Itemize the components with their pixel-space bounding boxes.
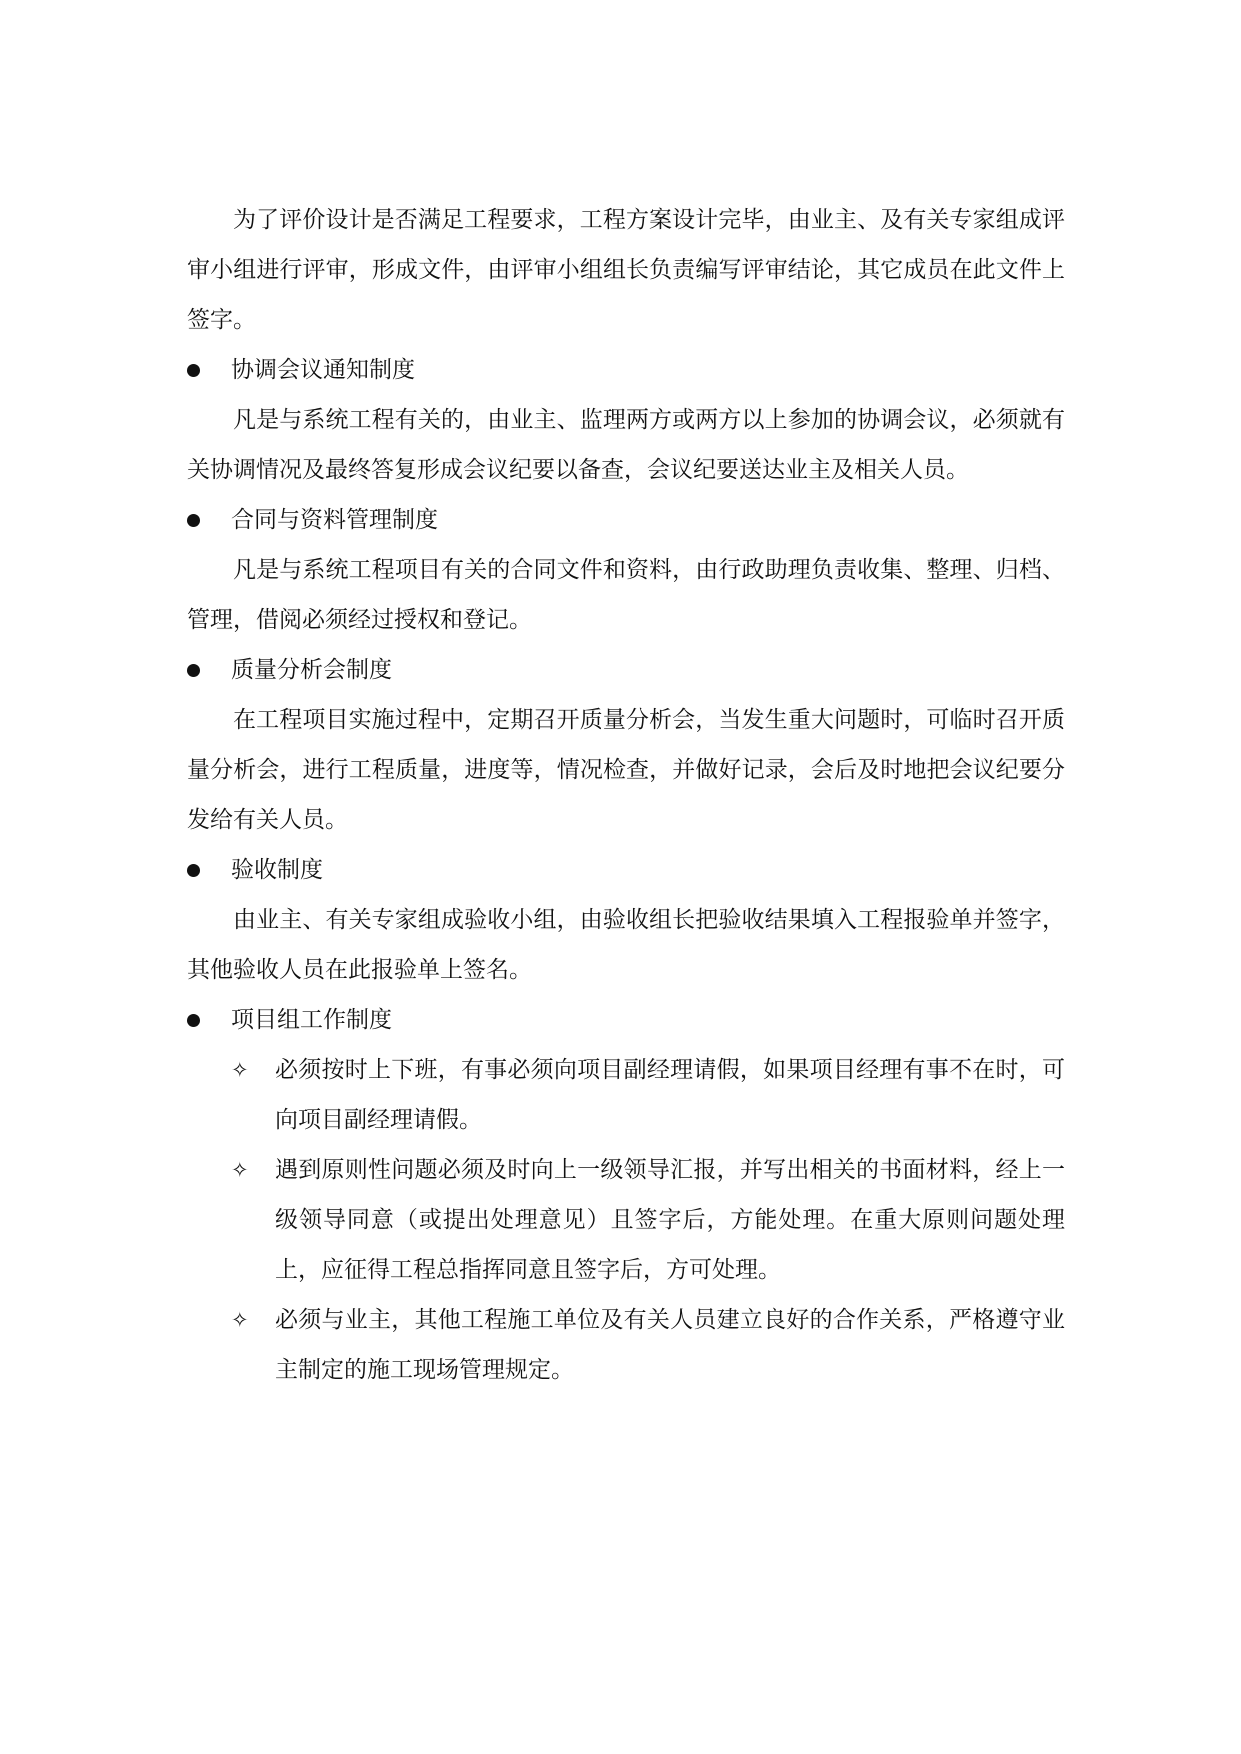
list-item-text: 必须按时上下班，有事必须向项目副经理请假，如果项目经理有事不在时，可向项目副经理请假。 bbox=[275, 1057, 1065, 1133]
star-bullet-icon: ✧ bbox=[231, 1058, 249, 1082]
list-item bbox=[187, 1145, 1065, 1295]
list-item bbox=[187, 1045, 1065, 1145]
list-item-text: 必须与业主，其他工程施工单位及有关人员建立良好的合作关系，严格遵守业主制定的施工现场管理规定。 bbox=[275, 1307, 1065, 1383]
star-bullet-icon: ✧ bbox=[231, 1158, 249, 1182]
section-heading-quality-analysis bbox=[187, 645, 1065, 695]
document-body bbox=[187, 195, 1065, 1395]
list-item-text: 遇到原则性问题必须及时向上一级领导汇报，并写出相关的书面材料，经上一级领导同意（或提出处理意见）且签字后，方能处理。在重大原则问题处理上，应征得工程总指挥同意且签字后，方可处理。 bbox=[275, 1157, 1065, 1283]
section-heading-text: 验收制度 bbox=[231, 857, 323, 883]
bullet-icon bbox=[187, 864, 200, 877]
section-heading-text: 合同与资料管理制度 bbox=[231, 507, 438, 533]
star-bullet-icon: ✧ bbox=[231, 1308, 249, 1332]
section-heading-contract-docs bbox=[187, 495, 1065, 545]
section-heading-coordination-meeting bbox=[187, 345, 1065, 395]
list-item bbox=[187, 1295, 1065, 1395]
bullet-icon bbox=[187, 1014, 200, 1027]
section-body-acceptance: 由业主、有关专家组成验收小组，由验收组长把验收结果填入工程报验单并签字，其他验收人员在此报验单上签名。 bbox=[187, 907, 1065, 983]
section-body-contract-docs: 凡是与系统工程项目有关的合同文件和资料，由行政助理负责收集、整理、归档、管理，借阅必须经过授权和登记。 bbox=[187, 557, 1065, 633]
bullet-icon bbox=[187, 664, 200, 677]
section-heading-text: 项目组工作制度 bbox=[231, 1007, 392, 1033]
bullet-icon bbox=[187, 514, 200, 527]
section-heading-project-team bbox=[187, 995, 1065, 1045]
section-heading-text: 质量分析会制度 bbox=[231, 657, 392, 683]
intro-paragraph: 为了评价设计是否满足工程要求，工程方案设计完毕，由业主、及有关专家组成评审小组进行评审，形成文件，由评审小组组长负责编写评审结论，其它成员在此文件上签字。 bbox=[187, 207, 1065, 333]
bullet-icon bbox=[187, 364, 200, 377]
section-body-coordination-meeting: 凡是与系统工程有关的，由业主、监理两方或两方以上参加的协调会议，必须就有关协调情况及最终答复形成会议纪要以备查，会议纪要送达业主及相关人员。 bbox=[187, 407, 1065, 483]
section-heading-text: 协调会议通知制度 bbox=[231, 357, 415, 383]
section-heading-acceptance bbox=[187, 845, 1065, 895]
section-body-quality-analysis: 在工程项目实施过程中，定期召开质量分析会，当发生重大问题时，可临时召开质量分析会，进行工程质量，进度等，情况检查，并做好记录，会后及时地把会议纪要分发给有关人员。 bbox=[187, 707, 1065, 833]
